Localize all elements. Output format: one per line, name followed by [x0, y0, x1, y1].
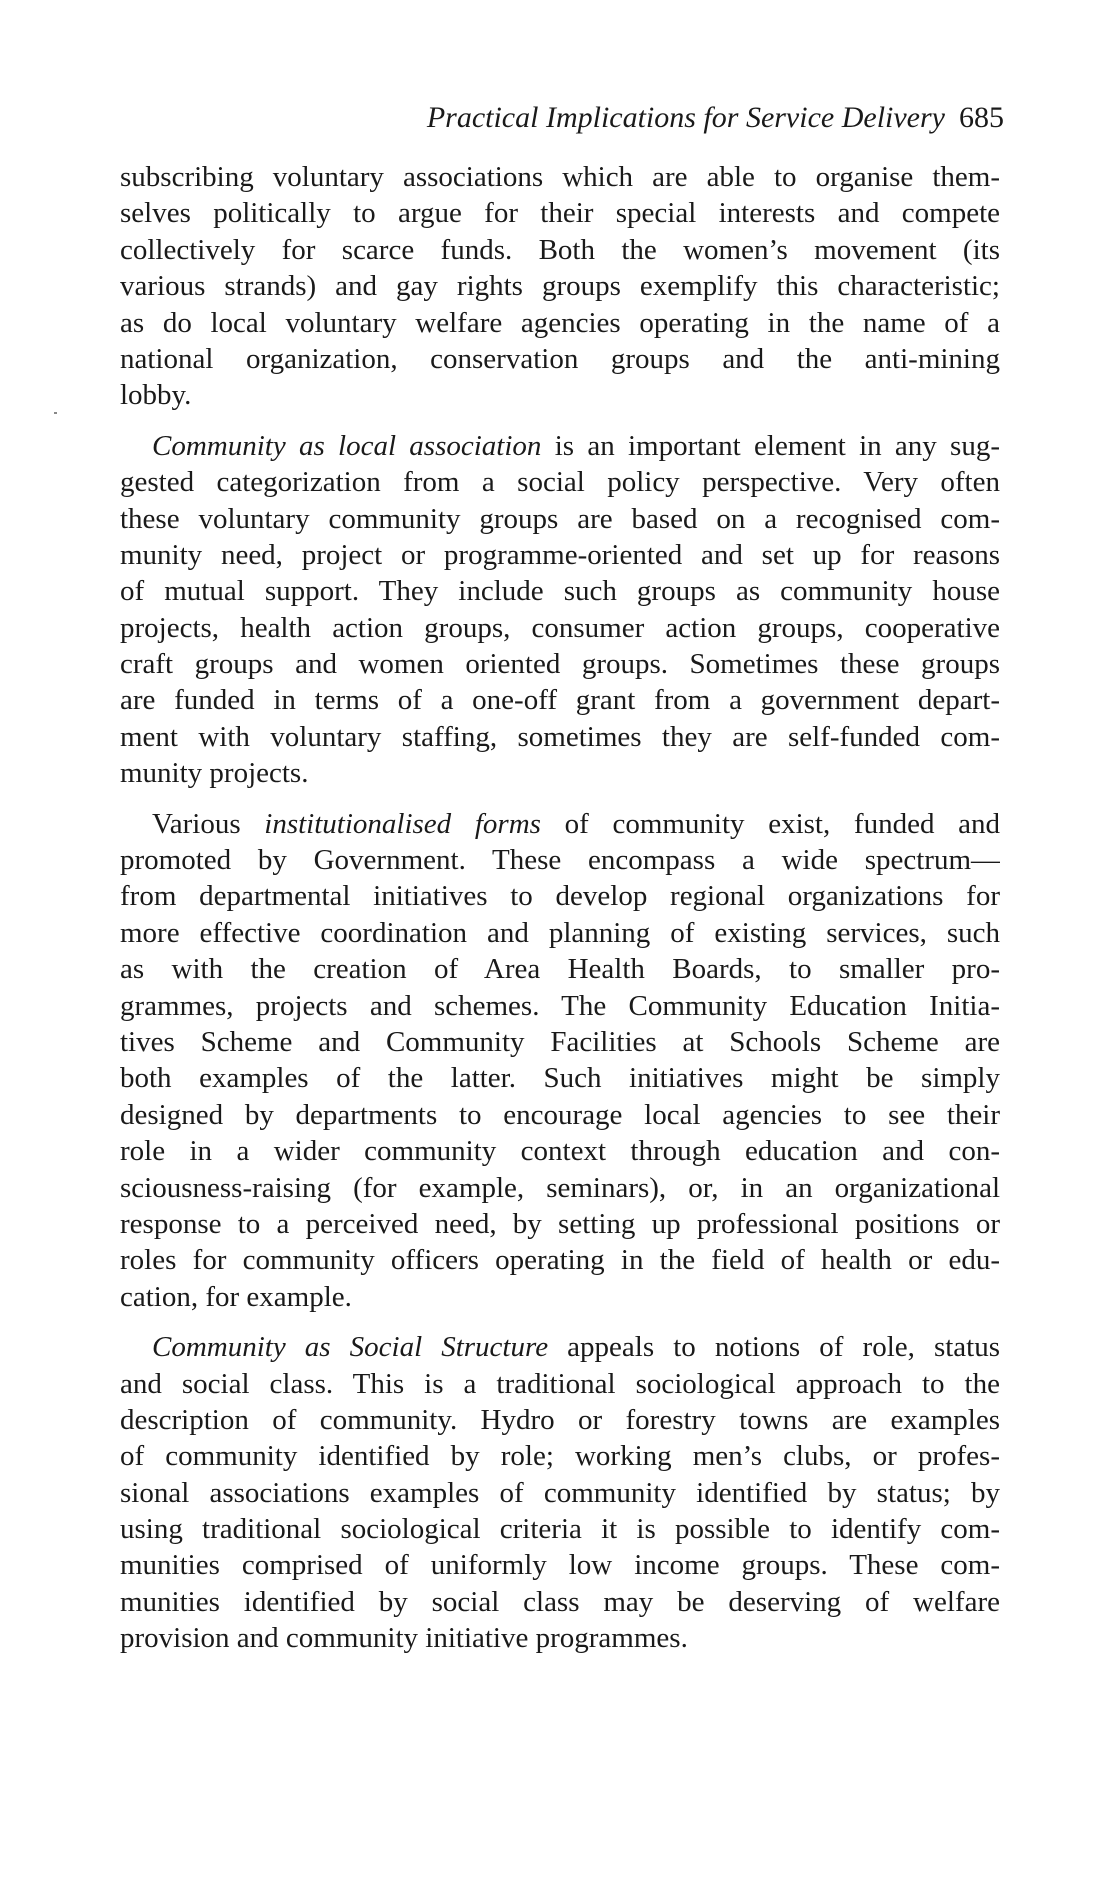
- text-line: [120, 806, 1000, 842]
- italic-term: institutionalised forms: [264, 807, 541, 840]
- text-line: [120, 1402, 1000, 1438]
- text-segment: sional associations examples of community identified by status; by: [120, 1476, 1000, 1509]
- text-line: [120, 195, 1000, 231]
- text-line: [120, 1097, 1000, 1133]
- text-line: [120, 537, 1000, 573]
- text-segment: role in a wider community context through education and con-: [120, 1135, 1000, 1168]
- text-segment: response to a perceived need, by setting up professional positions or: [120, 1207, 1000, 1240]
- text-segment: roles for community officers operating in the field of health or edu-: [120, 1244, 1000, 1277]
- text-line: [120, 719, 1000, 755]
- text-line: [120, 988, 1000, 1024]
- text-segment: both examples of the latter. Such initiatives might be simply: [120, 1062, 1000, 1095]
- text-segment: tives Scheme and Community Facilities at Schools Scheme are: [120, 1025, 1000, 1058]
- text-line: [120, 1170, 1000, 1206]
- text-segment: collectively for scarce funds. Both the women’s movement (its: [120, 233, 1000, 266]
- text-line: [120, 1620, 1000, 1656]
- text-line: [120, 951, 1000, 987]
- paragraph: [120, 428, 1000, 792]
- text-segment: gested categorization from a social policy perspective. Very often: [120, 466, 1000, 499]
- text-segment: various strands) and gay rights groups exemplify this characteristic;: [120, 270, 1000, 303]
- text-segment: promoted by Government. These encompass a wide spectrum—: [120, 844, 1000, 877]
- text-segment: subscribing voluntary associations which are able to organise them-: [120, 161, 1000, 193]
- text-line: [120, 1438, 1000, 1474]
- text-line: [120, 755, 1000, 791]
- text-segment: as do local voluntary welfare agencies operating in the name of a: [120, 306, 1000, 339]
- text-line: [120, 159, 1000, 195]
- paragraph: [120, 159, 1000, 414]
- running-head: [120, 100, 1004, 136]
- text-line: [120, 1584, 1000, 1620]
- text-line: [120, 1242, 1000, 1278]
- italic-term: Community as Social Structure: [152, 1331, 549, 1364]
- text-line: [120, 915, 1000, 951]
- text-segment: selves politically to argue for their special interests and compete: [120, 197, 1000, 230]
- text-line: [120, 1133, 1000, 1169]
- text-segment: description of community. Hydro or forestry towns are examples: [120, 1403, 1000, 1436]
- text-line: [120, 1206, 1000, 1242]
- text-segment: munity need, project or programme-oriented and set up for reasons: [120, 538, 1000, 571]
- text-line: [120, 1475, 1000, 1511]
- text-segment: national organization, conservation groups and the anti-mining: [120, 342, 1000, 375]
- text-segment: Various: [152, 807, 265, 840]
- text-line: [120, 610, 1000, 646]
- text-line: [120, 305, 1000, 341]
- text-line: [120, 1024, 1000, 1060]
- text-segment: these voluntary community groups are based on a recognised com-: [120, 502, 1000, 535]
- text-line: [120, 573, 1000, 609]
- body-text: [120, 159, 1000, 1657]
- text-segment: craft groups and women oriented groups. Sometimes these groups: [120, 648, 1000, 681]
- text-line: [120, 464, 1000, 500]
- text-segment: are funded in terms of a one-off grant from a government depart-: [120, 684, 1000, 717]
- text-segment: of mutual support. They include such groups as community house: [120, 575, 1000, 608]
- text-segment: provision and community initiative programmes.: [120, 1622, 688, 1655]
- paragraph: [120, 806, 1000, 1315]
- text-segment: projects, health action groups, consumer action groups, cooperative: [120, 611, 1000, 644]
- text-line: [120, 268, 1000, 304]
- text-line: [120, 232, 1000, 268]
- running-head-title: Practical Implications for Service Delivery: [426, 101, 945, 134]
- text-line: [120, 1060, 1000, 1096]
- text-segment: sciousness-raising (for example, seminars), or, in an organizational: [120, 1171, 1000, 1204]
- text-line: [120, 1366, 1000, 1402]
- text-segment: is an important element in any sug-: [541, 429, 1000, 462]
- text-segment: from departmental initiatives to develop regional organizations for: [120, 880, 1000, 913]
- page-number: 685: [959, 101, 1004, 134]
- text-line: [120, 1279, 1000, 1315]
- text-line: [120, 1329, 1000, 1365]
- margin-speck: [54, 412, 57, 414]
- text-segment: munity projects.: [120, 757, 309, 790]
- text-segment: cation, for example.: [120, 1280, 352, 1313]
- text-line: [120, 646, 1000, 682]
- text-segment: lobby.: [120, 379, 192, 412]
- text-line: [120, 682, 1000, 718]
- text-line: [120, 1547, 1000, 1583]
- text-segment: of community exist, funded and: [540, 807, 1000, 840]
- text-segment: of community identified by role; working men’s clubs, or profes-: [120, 1440, 1000, 1473]
- text-segment: munities identified by social class may be deserving of welfare: [120, 1585, 1000, 1618]
- paragraph: [120, 1329, 1000, 1657]
- text-line: [120, 428, 1000, 464]
- text-segment: using traditional sociological criteria it is possible to identify com-: [120, 1513, 1000, 1546]
- text-line: [120, 377, 1000, 413]
- text-segment: as with the creation of Area Health Boards, to smaller pro-: [120, 953, 1000, 986]
- text-segment: munities comprised of uniformly low income groups. These com-: [120, 1549, 1000, 1582]
- text-line: [120, 1511, 1000, 1547]
- text-segment: and social class. This is a traditional sociological approach to the: [120, 1367, 1000, 1400]
- text-segment: ment with voluntary staffing, sometimes they are self-funded com-: [120, 720, 1000, 753]
- text-line: [120, 341, 1000, 377]
- italic-term: Community as local association: [152, 429, 542, 462]
- text-line: [120, 842, 1000, 878]
- text-segment: appeals to notions of role, status: [548, 1331, 1000, 1364]
- text-segment: grammes, projects and schemes. The Community Education Initia-: [120, 989, 1000, 1022]
- text-line: [120, 501, 1000, 537]
- text-segment: designed by departments to encourage local agencies to see their: [120, 1098, 1000, 1131]
- text-segment: more effective coordination and planning of existing services, such: [120, 916, 1000, 949]
- text-line: [120, 878, 1000, 914]
